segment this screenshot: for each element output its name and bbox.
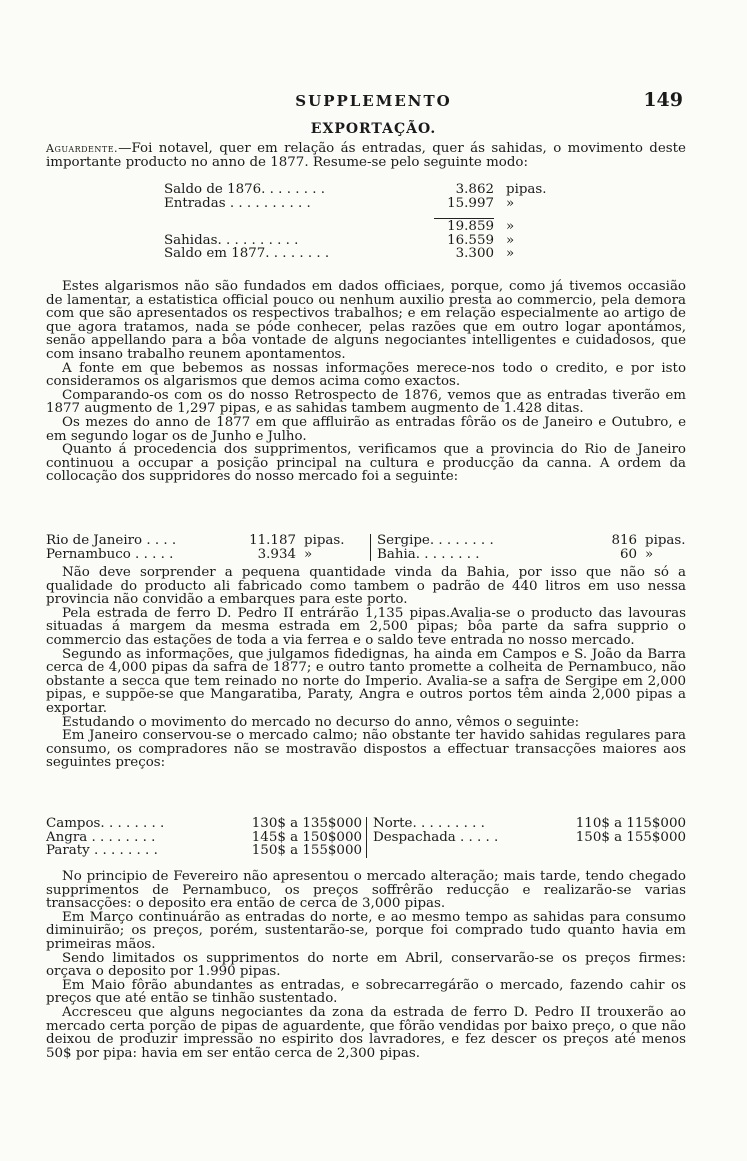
supplier-value: 11.187 (249, 533, 296, 548)
balance-value: 16.559 (447, 232, 494, 248)
balance-value: 3.300 (455, 246, 494, 262)
paragraph: Sendo limitados os supprimentos do norte em Abril, conservarão-se os preços firmes: orçava o deposito por 1.990 pipas. (46, 950, 686, 980)
price-range: 130$ a 135$000 (251, 816, 362, 831)
paragraph: Os mezes do anno de 1877 em que affluirão as entradas fôrão os de Janeiro e Outubro, e em segundo logar os de Junho e Julho. (46, 414, 686, 444)
table-row (46, 548, 686, 562)
table-row (46, 844, 686, 858)
paragraph: Pela estrada de ferro D. Pedro II entrárão 1,135 pipas.Avalia-se o producto das lavouras situadas á margem da mesma estrada em 2,500 pipas; bôa parte da safra supprio o commercio das estações de toda a via ferrea e o saldo teve entrada no nosso mercado. (46, 605, 686, 648)
paragraph: Em Maio fôrão abundantes as entradas, e sobrecarregárão o mercado, fazendo cahir os preços que até então se tinhão sustentado. (46, 977, 686, 1007)
supplier-unit: pipas. (304, 533, 345, 548)
table-row (164, 247, 556, 261)
paragraph: A fonte em que bebemos as nossas informações merece-nos todo o credito, e por isto consideramos os algarismos que demos acima como exactos. (46, 360, 686, 390)
paragraph: Em Janeiro conservou-se o mercado calmo; não obstante ter havido sahidas regulares para consumo, os compradores não se mostravão dispostos a effectuar transacções maiores aos seguintes preços: (46, 728, 686, 771)
running-header (0, 89, 747, 114)
table-row (46, 817, 686, 831)
text-block-c (46, 870, 686, 1060)
paragraph: Estes algarismos não são fundados em dados officiaes, porque, como já tivemos occasião de lamentar, a estatistica official pouco ou nenhum auxilio presta ao commercio, pela demora com que são apresentados os respectivos trabalhos; e em relação especialmente ao artigo de que agora tratamos, nada se póde conhecer, pelas razões que em outro logar apontámos, senão appellando para a bôa vontade de alguns negociantes intelligentes e cuidadosos, que com insano trabalho reunem apontamentos. (46, 279, 686, 362)
price-label: Angra . . . . . . . . (46, 829, 156, 845)
price-range: 145$ a 150$000 (251, 829, 362, 845)
paragraph: Não deve sorprender a pequena quantidade vinda da Bahia, por isso que não só a qualidade do producto ali fabricado como tambem o padrão de 440 litros em uso nessa provincia não convidão a embarques para este porto. (46, 565, 686, 608)
suppliers-table (46, 534, 686, 561)
balance-label: Saldo de 1876. . . . . . . . (164, 182, 326, 197)
balance-unit: » (506, 219, 515, 235)
supplier-value: 816 (611, 533, 637, 548)
paragraph: Quanto á procedencia dos supprimentos, verificamos que a provincia do Rio de Janeiro continuou a occupar a posição principal na cultura e producção da canna. A ordem da collocação dos suppridores do nosso mercado foi a seguinte: (46, 442, 686, 485)
balance-label: Entradas . . . . . . . . . . (164, 195, 311, 211)
balance-value: 19.859 (447, 219, 494, 235)
intro-block (46, 142, 686, 169)
page-number: 149 (643, 89, 683, 111)
text-block-a (46, 280, 686, 484)
price-range: 150$ a 155$000 (251, 843, 362, 859)
price-label: Paraty . . . . . . . . (46, 843, 158, 859)
table-row (164, 220, 556, 234)
balance-unit: » (506, 195, 515, 211)
prices-table (46, 817, 686, 858)
supplier-unit: » (645, 546, 654, 562)
balance-unit: » (506, 232, 515, 248)
table-row (164, 210, 556, 220)
supplier-label: Pernambuco . . . . . (46, 546, 174, 562)
supplier-value: 3.934 (257, 546, 296, 562)
intro-paragraph (46, 142, 686, 169)
supplier-unit: » (304, 546, 313, 562)
balance-unit: pipas. (506, 182, 547, 197)
balance-unit: » (506, 246, 515, 262)
supplier-label: Bahia. . . . . . . . (377, 546, 480, 562)
running-title: SUPPLEMENTO (295, 92, 452, 110)
supplier-label: Rio de Janeiro . . . . (46, 533, 177, 548)
price-range: 150$ a 155$000 (575, 829, 686, 845)
paragraph: Em Março continuárão as entradas do norte, e ao mesmo tempo as sahidas para consumo diminuirão; os preços, porém, sustentarão-se, porque foi comprado tudo quanto havia em primeiras mãos. (46, 909, 686, 952)
intro-text: —Foi notavel, quer em relação ás entradas, quer ás sahidas, o movimento deste importante producto no anno de 1877. Resume-se pelo seguinte modo: (46, 141, 686, 170)
balance-label: Saldo em 1877. . . . . . . . (164, 246, 330, 262)
table-row (164, 183, 556, 197)
supplier-label: Sergipe. . . . . . . . (377, 533, 494, 548)
paragraph: No principio de Fevereiro não apresentou o mercado alteração; mais tarde, tendo chegado supprimentos de Pernambuco, os preços soffrêrão reducção e realizarão-se varias transacções: o deposito era então de cerca de 3,000 pipas. (46, 869, 686, 912)
paragraph: Accresceu que alguns negociantes da zona da estrada de ferro D. Pedro II trouxerão ao mercado certa porção de pipas de aguardente, que fôrão vendidas por baixo preço, o que não deixou de produzir impressão no espirito dos lavradores, e fez descer os preços até menos 50$ por pipa: havia em ser então cerca de 2,300 pipas. (46, 1004, 686, 1061)
price-range: 110$ a 115$000 (575, 816, 686, 831)
balance-table (164, 183, 556, 261)
supplier-unit: pipas. (645, 533, 686, 548)
suppliers-block (46, 534, 686, 561)
supplier-value: 60 (619, 546, 637, 562)
price-label: Norte. . . . . . . . . (373, 816, 485, 831)
table-row (46, 831, 686, 845)
paragraph: Comparando-os com os do nosso Retrospecto de 1876, vemos que as entradas tiverão em 1877 augmento de 1,297 pipas, e as sahidas tambem augmento de 1.428 ditas. (46, 387, 686, 417)
price-label: Campos. . . . . . . . (46, 816, 165, 831)
intro-lead: Aguardente. (46, 142, 119, 155)
price-label: Despachada . . . . . (373, 829, 499, 845)
table-row (46, 534, 686, 548)
table-row (164, 234, 556, 248)
prices-block (46, 817, 686, 858)
balance-label: Sahidas. . . . . . . . . . (164, 232, 299, 248)
section-title: EXPORTAÇÃO. (310, 121, 437, 137)
balance-value: 15.997 (447, 195, 494, 211)
balance-label (164, 220, 434, 234)
paragraph: Segundo as informações, que julgamos fidedignas, ha ainda em Campos e S. João da Barra cerca de 4,000 pipas da safra de 1877; e outro tanto promette a colheita de Pernambuco, não obstante a secca que tem reinado no norte do Imperio. Avalia-se a safra de Sergipe em 2,000 pipas, e suppõe-se que Mangaratiba, Paraty, Angra e outros portos têm ainda 2,000 pipas a exportar. (46, 646, 686, 716)
balance-value: 3.862 (455, 182, 494, 197)
table-row (164, 197, 556, 211)
paragraph: Estudando o movimento do mercado no decurso do anno, vêmos o seguinte: (62, 714, 580, 730)
balance-table-block (46, 183, 686, 261)
text-block-b (46, 566, 686, 770)
